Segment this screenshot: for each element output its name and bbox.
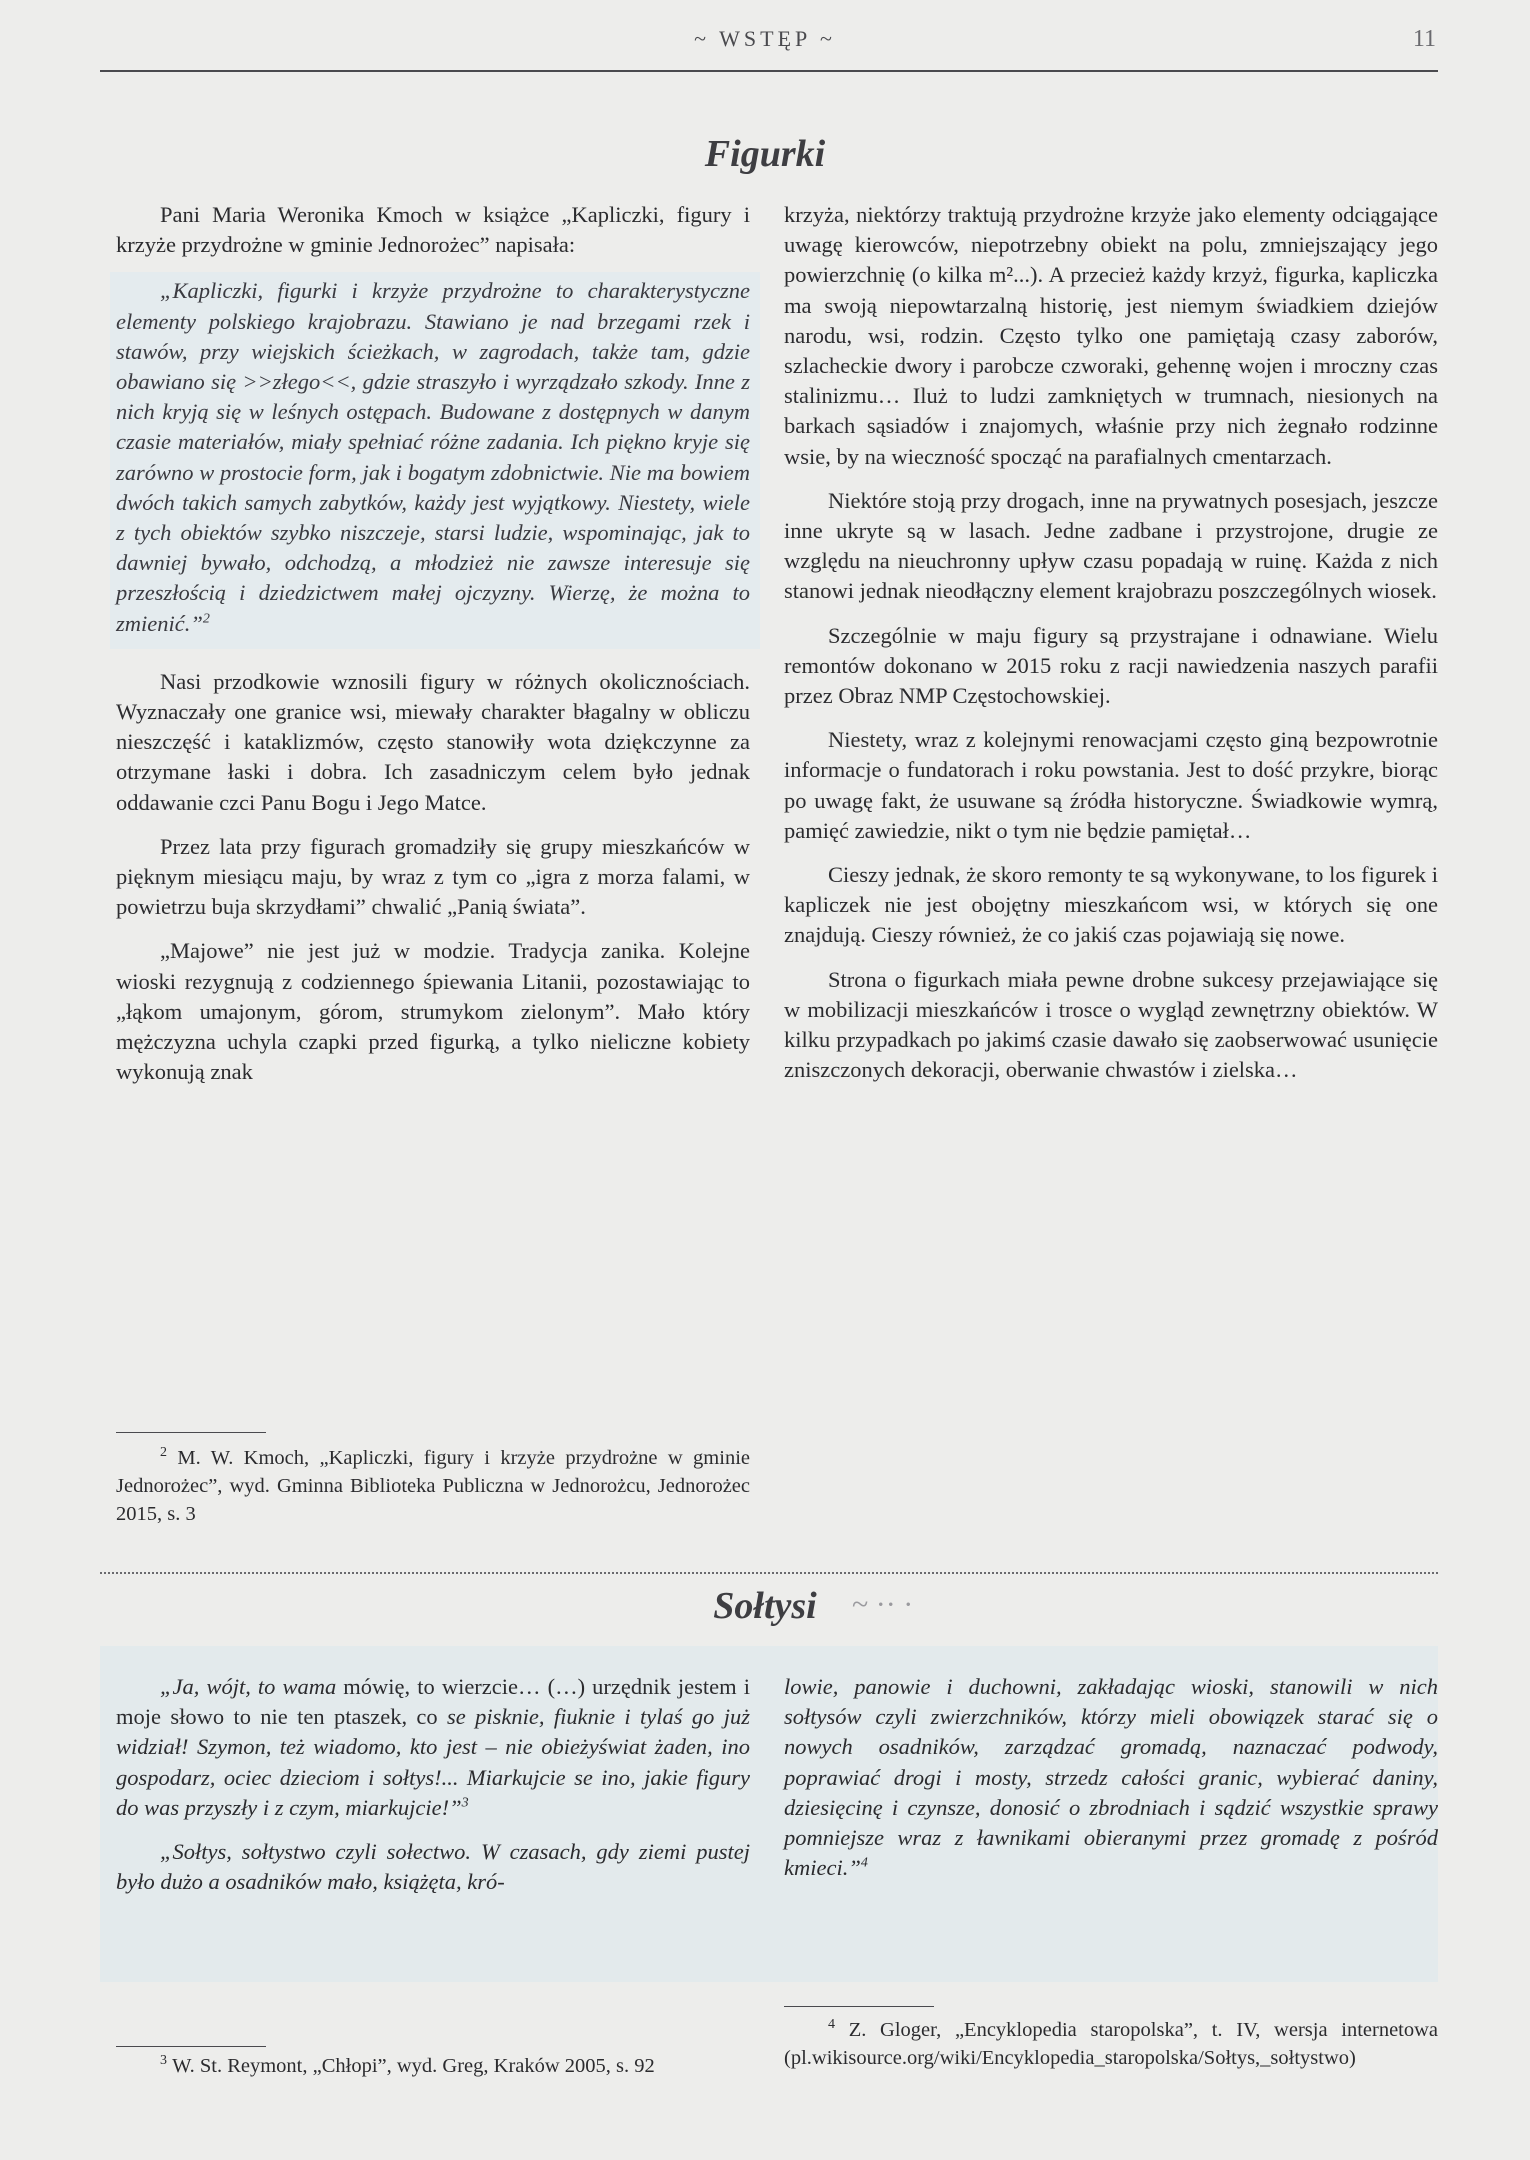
- paragraph: Cieszy jednak, że skoro remonty te są wykonywane, to los figurek i kapliczek nie jest obojętny mieszkańcom wsi, w których się one znajdują. Cieszy również, że co jakiś czas pojawiają się nowe.: [784, 862, 1438, 948]
- footnote-4-mark: 4: [828, 2017, 835, 2033]
- section-title-figurki: Figurki: [704, 133, 826, 175]
- reymont-quote-part-3: se pisknie, fiuknie i tylaś go już widział! Szymon, też wiadomo, kto jest – nie obieżyświat żaden, ino gospodarz, ociec dzieciom i sołtys!... Miarkujcie se ino, jakie figury do was przyszły i z czym, miarkujcie!”: [116, 1704, 750, 1820]
- footnote-rule: [784, 2006, 934, 2007]
- footnote-ref-2: 2: [202, 611, 210, 627]
- footnote-rule: [116, 2046, 266, 2047]
- pencil-scribble: ~ ·· ·: [852, 1588, 914, 1621]
- reymont-quote: [116, 1672, 750, 1823]
- footnote-4-body: [784, 2016, 1438, 2072]
- gloger-quote-text: lowie, panowie i duchowni, zakładając wioski, stanowili w nich sołtysów czyli zwierzchników, którzy mieli obowiązek starać się o nowych osadników, zarządzać gromadą, naznaczać podwody, poprawiać drogi i mosty, strzedz całości granic, wybierać daniny, dziesięcinę i czynsze, donosić o zbrodniach i sądzić wszystkie sprawy pomniejsze wraz z ławnikami obieranymi przez gromadę z pośród kmieci.”: [784, 1674, 1438, 1881]
- footnote-2-body: [116, 1444, 750, 1528]
- kmoch-quote: [116, 276, 750, 638]
- reymont-quote-part-2: mówię, to wierzcie… (…) urzędnik jestem i moje słowo to nie ten ptaszek, co: [116, 1674, 750, 1730]
- intro-paragraph: Pani Maria Weronika Kmoch w książce „Kapliczki, figury i krzyże przydrożne w gminie Jednorożec” napisała:: [116, 202, 750, 258]
- reymont-quote-part-1: „Ja, wójt, to wama: [160, 1674, 337, 1699]
- paragraph: Przez lata przy figurach gromadziły się grupy mieszkańców w pięknym miesiącu maju, by wraz z tym co „igra z morza falami, w powietrzu buja skrzydłami” chwalić „Panią świata”.: [116, 833, 750, 920]
- page-number: 11: [1412, 26, 1436, 52]
- footnote-4-text: Z. Gloger, „Encyklopedia staropolska”, t. IV, wersja internetowa (pl.wikisource.org/wiki/Encyklopedia_staropolska/Sołtys,_sołtystwo): [784, 2019, 1439, 2069]
- figurki-right-column: [784, 200, 1438, 1085]
- footnote-3-text: W. St. Reymont, „Chłopi”, wyd. Greg, Kraków 2005, s. 92: [172, 2055, 655, 2077]
- footnote-2-text: M. W. Kmoch, „Kapliczki, figury i krzyże przydrożne w gminie Jednorożec”, wyd. Gminna Biblioteka Publiczna w Jednorożcu, Jednorożec 2015, s. 3: [116, 1447, 750, 1525]
- header-rule: [100, 70, 1438, 72]
- kmoch-quote-text: „Kapliczki, figurki i krzyże przydrożne to charakterystyczne elementy polskiego krajobrazu. Stawiano je nad brzegami rzek i stawów, przy wiejskich ścieżkach, w zagrodach, także tam, gdzie obawiano się >>złego<<, gdzie straszyło i wyrządzało szkody. Inne z nich kryją się w leśnych ostępach. Budowane z dostępnych w danym czasie materiałów, miały spełniać różne zadania. Ich piękno kryje się zarówno w prostocie form, jak i bogatym zdobnictwie. Nie ma bowiem dwóch takich samych zabytków, każdy jest wyjątkowy. Niestety, wiele z tych obiektów szybko niszczeje, starsi ludzie, wspominając, jak to dawniej bywało, odchodzą, a młodzież nie zawsze interesuje się przeszłością i dziedzictwem małej ojczyzny. Wierzę, że można to zmienić.”: [116, 278, 750, 636]
- footnote-rule: [116, 1432, 266, 1433]
- soltysi-right-column: [784, 1672, 1438, 1883]
- footnote-ref-4: 4: [860, 1855, 868, 1871]
- section-divider: [100, 1572, 1438, 1574]
- gloger-quote-continued: [784, 1672, 1438, 1883]
- paragraph: „Majowe” nie jest już w modzie. Tradycja zanika. Kolejne wioski rezygnują z codziennego śpiewania Litanii, pozostawiając to „łąkom umajonym, górom, strumykom zielonym”. Mało który mężczyzna uchyla czapki przed figurką, a tylko nieliczne kobiety wykonują znak: [116, 938, 750, 1085]
- paragraph: Strona o figurkach miała pewne drobne sukcesy przejawiające się w mobilizacji mieszkańców i trosce o wygląd zewnętrzny obiektów. W kilku przypadkach po jakimś czasie dawało się zaobserwować usunięcie zniszczonych dekoracji, oberwanie chwastów i zielska…: [784, 966, 1438, 1083]
- footnote-3: [116, 2052, 750, 2080]
- footnote-4: [784, 2016, 1438, 2072]
- paragraph: Szczególnie w maju figury są przystrajane i odnawiane. Wielu remontów dokonano w 2015 roku z racji nawiedzenia naszych parafii przez Obraz NMP Częstochowskiej.: [784, 622, 1438, 709]
- paragraph: Nasi przodkowie wznosili figury w różnych okolicznościach. Wyznaczały one granice wsi, miewały charakter błagalny w obliczu nieszczęść i kataklizmów, często stanowiły wota dziękczynne za otrzymane łaski i dobra. Ich zasadniczym celem było jednak oddawanie czci Panu Bogu i Jego Matce.: [116, 668, 750, 815]
- figurki-left-column: [116, 200, 750, 1087]
- paragraph: Niektóre stoją przy drogach, inne na prywatnych posesjach, jeszcze inne ukryte są w lasach. Jedne zadbane i przystrojone, drugie ze względu na nieuchronny upływ czasu popadają w ruinę. Każda z nich stanowi jednak nieodłączny element krajobrazu poszczególnych wiosek.: [784, 487, 1438, 604]
- footnote-3-mark: 3: [160, 2053, 167, 2069]
- section-title-soltysi: Sołtysi: [713, 1585, 817, 1627]
- footnote-3-body: [116, 2052, 750, 2080]
- footnote-ref-3: 3: [461, 1795, 469, 1811]
- paragraph: krzyża, niektórzy traktują przydrożne krzyże jako elementy odciągające uwagę kierowców, niepotrzebny obiekt na polu, zmniejszający jego powierzchnię (o kilka m²...). A przecież każdy krzyż, figurka, kapliczka ma swoją niepowtarzalną historię, jest niemym świadkiem dziejów narodu, wsi, rodzin. Często tylko one pamiętają czasy zaborów, szlacheckie dwory i parobcze czworaki, gehennę wojen i mroczny czas stalinizmu… Iluż to ludzi zamkniętych w trumnach, niesionych na barkach sąsiadów i znajomych, właśnie przy nich żegnało rodzinne wsie, by na wieczność spocząć na parafialnych cmentarzach.: [784, 202, 1438, 469]
- paragraph: Niestety, wraz z kolejnymi renowacjami często giną bezpowrotnie informacje o fundatorach i roku powstania. Jest to dość przykre, biorąc po uwagę fakt, że usuwane są źródła historyczne. Świadkowie wymrą, pamięć zawiedzie, nikt o tym nie będzie pamiętał…: [784, 727, 1438, 843]
- footnote-2: [116, 1444, 750, 1528]
- running-head: ~ WSTĘP ~: [694, 26, 836, 51]
- soltysi-left-column: [116, 1672, 750, 1897]
- kmoch-quote-box: [110, 272, 760, 648]
- footnote-2-mark: 2: [160, 1445, 167, 1461]
- gloger-quote-start: „Sołtys, sołtystwo czyli sołectwo. W czasach, gdy ziemi pustej było dużo a osadników mało, książęta, kró-: [116, 1839, 750, 1895]
